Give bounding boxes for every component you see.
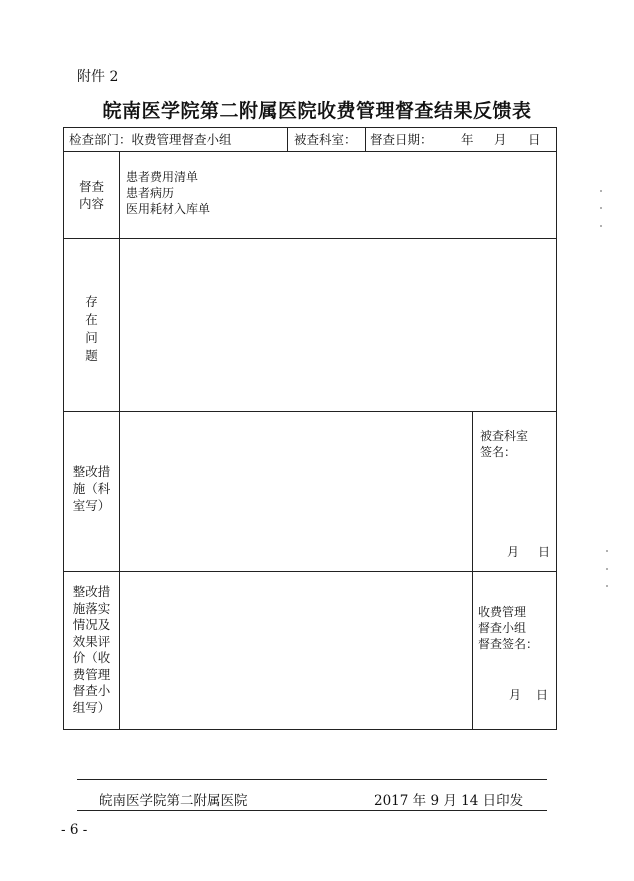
- footer-top-rule: [77, 779, 547, 780]
- inspection-dept: 检查部门：收费管理督查小组: [69, 132, 232, 147]
- scan-mark: [606, 568, 608, 570]
- scan-mark: [600, 190, 602, 192]
- attachment-label: 附件 2: [77, 69, 119, 85]
- date-year: 年: [461, 132, 474, 147]
- team-sign-day: 日: [536, 688, 549, 702]
- office-sign-label: 被查科室 签名：: [480, 429, 529, 459]
- inspected-office-label: 被查科室：: [294, 132, 357, 147]
- scan-mark: [606, 585, 608, 587]
- footer-issuer: 皖南医学院第二附属医院: [99, 793, 248, 809]
- row-divider: [64, 151, 556, 152]
- date-day: 日: [528, 132, 541, 147]
- evaluation-field[interactable]: [121, 573, 470, 728]
- inspection-date-label: 督查日期：: [370, 132, 433, 147]
- header-divider: [287, 128, 288, 151]
- row-divider: [64, 411, 556, 412]
- rectification-label: 整改措 施（科 室写）: [72, 464, 111, 513]
- issues-field[interactable]: [121, 240, 555, 409]
- office-sign-month: 月: [507, 545, 520, 559]
- team-sign-month: 月: [509, 688, 522, 702]
- scan-mark: [600, 225, 602, 227]
- office-sign-day: 日: [538, 545, 551, 559]
- page-number: - 6 -: [61, 822, 88, 838]
- scan-mark: [606, 550, 608, 552]
- content-label: 督查 内容: [78, 179, 104, 211]
- list-item: 患者病历: [126, 186, 175, 200]
- scan-mark: [600, 207, 602, 209]
- row-divider: [64, 238, 556, 239]
- list-item: 医用耗材入库单: [126, 202, 211, 216]
- issues-label: 存 在 问 题: [85, 294, 98, 363]
- content-items: [126, 169, 210, 217]
- date-month: 月: [494, 132, 507, 147]
- label-column-divider: [119, 151, 120, 730]
- document-title: 皖南医学院第二附属医院收费管理督查结果反馈表: [102, 100, 532, 122]
- header-divider: [365, 128, 366, 151]
- feedback-form-table: [63, 127, 557, 730]
- row-divider: [64, 571, 556, 572]
- team-sign-label: 收费管理 督查小组 督查签名：: [478, 605, 539, 651]
- rectification-field[interactable]: [121, 413, 470, 569]
- evaluation-label: 整改措 施落实 情况及 效果评 价（收 费管理 督查小 组写）: [72, 584, 111, 715]
- footer-issue-date: 2017 年 9 月 14 日印发: [374, 793, 524, 809]
- list-item: 患者费用清单: [126, 170, 199, 184]
- footer-bottom-rule: [77, 810, 547, 811]
- sign-column-divider: [472, 411, 473, 730]
